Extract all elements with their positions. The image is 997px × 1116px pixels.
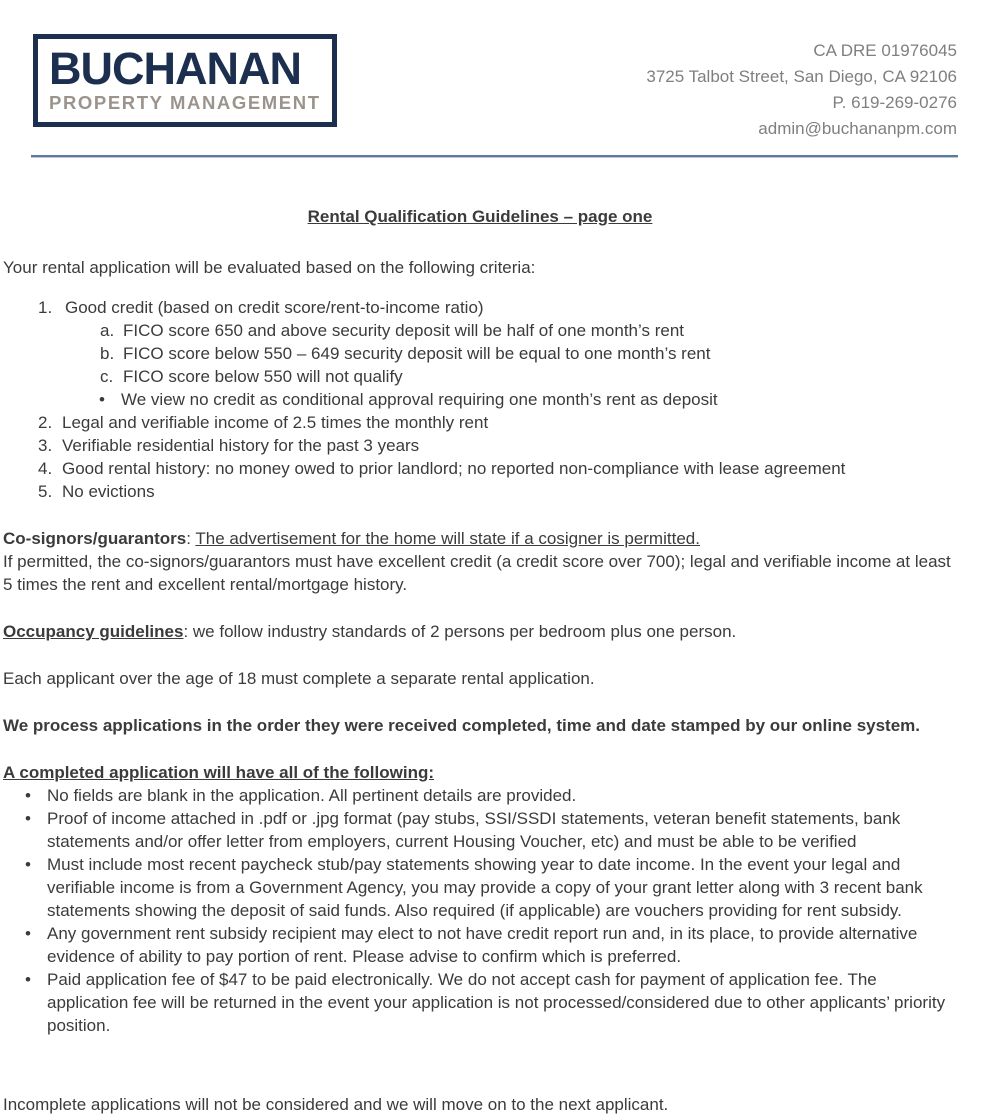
completed-application-heading: A completed application will have all of the following: bbox=[3, 763, 435, 782]
list-item-text: Any government rent subsidy recipient may elect to not have credit report run and, in its place, to provide alternative evidence of ability to pay portion of rent. Please advise to confirm which is preferred. bbox=[47, 924, 918, 966]
list-item-text: Proof of income attached in .pdf or .jpg format (pay stubs, SSI/SSDI statements, veteran benefit statements, bank statements and/or offer letter from employers, current Housing Voucher, etc) and must be able to be verified bbox=[47, 809, 901, 851]
cosigners-underlined-sentence: The advertisement for the home will state if a cosigner is permitted. bbox=[195, 529, 700, 548]
list-item-text: No fields are blank in the application. All pertinent details are provided. bbox=[47, 786, 577, 805]
bullet-marker: • bbox=[99, 390, 105, 409]
list-item-text: Paid application fee of $47 to be paid electronically. We do not accept cash for payment of application fee. The application fee will be returned in the event your application is not processed/considered due to other applicants’ priority position. bbox=[47, 970, 946, 1035]
bullet-marker: • bbox=[25, 924, 31, 943]
street-address: 3725 Talbot Street, San Diego, CA 92106 bbox=[646, 67, 957, 86]
bullet-marker: • bbox=[25, 809, 31, 828]
list-item-text: No evictions bbox=[62, 482, 155, 501]
list-marker: 3. bbox=[38, 436, 53, 455]
list-item-text: FICO score below 550 will not qualify bbox=[123, 367, 403, 386]
list-item-text: Good credit (based on credit score/rent-to-income ratio) bbox=[65, 298, 484, 317]
occupancy-label: Occupancy guidelines bbox=[3, 622, 184, 641]
list-marker: c. bbox=[100, 367, 114, 386]
page-title bbox=[3, 205, 957, 228]
list-marker: 1. bbox=[38, 298, 53, 317]
completed-bullet-5 bbox=[3, 968, 957, 1037]
cosigners-section bbox=[3, 527, 957, 596]
cosigners-label: Co-signors/guarantors bbox=[3, 529, 187, 548]
list-item-text: Verifiable residential history for the past 3 years bbox=[62, 436, 420, 455]
page-title-text: Rental Qualification Guidelines – page one bbox=[307, 207, 653, 226]
list-item-text: Legal and verifiable income of 2.5 times the monthly rent bbox=[62, 413, 489, 432]
list-marker: 2. bbox=[38, 413, 53, 432]
list-item-text: Must include most recent paycheck stub/pay statements showing year to date income. In the event your legal and verifiable income is from a Government Agency, you may provide a copy of your grant letter along with 3 recent bank statements showing the deposit of said funds. Also required (if applicable) are vouchers providing for rent subsidy. bbox=[47, 855, 923, 920]
header-divider bbox=[31, 155, 958, 158]
header bbox=[0, 0, 997, 142]
intro-paragraph: Your rental application will be evaluated based on the following criteria: bbox=[3, 258, 536, 277]
occupancy-text: : we follow industry standards of 2 persons per bedroom plus one person. bbox=[183, 622, 737, 641]
cosigners-separator: : bbox=[186, 529, 196, 548]
list-marker: 5. bbox=[38, 482, 53, 501]
document-body bbox=[0, 205, 997, 1116]
applicant-note: Each applicant over the age of 18 must complete a separate rental application. bbox=[3, 669, 595, 688]
completed-bullet-2 bbox=[3, 807, 957, 853]
list-item-criterion-1 bbox=[3, 296, 957, 319]
cosigners-heading-line bbox=[3, 527, 957, 550]
completed-bullet-3 bbox=[3, 853, 957, 922]
completed-application-section bbox=[3, 761, 957, 1037]
list-item-text: Good rental history: no money owed to prior landlord; no reported non-compliance with lease agreement bbox=[62, 459, 846, 478]
logo-subtitle: PROPERTY MANAGEMENT bbox=[49, 92, 321, 113]
bullet-marker: • bbox=[25, 970, 31, 989]
list-item-criterion-5 bbox=[3, 480, 957, 503]
bullet-marker: • bbox=[25, 786, 31, 805]
completed-bullet-1 bbox=[3, 784, 957, 807]
list-item-fico-a bbox=[3, 319, 957, 342]
cosigners-body: If permitted, the co-signors/guarantors must have excellent credit (a credit score over 700); legal and verifiable income at least 5 times the rent and excellent rental/mortgage history. bbox=[3, 552, 951, 594]
list-item-text: We view no credit as conditional approval requiring one month’s rent as deposit bbox=[121, 390, 718, 409]
list-item-criterion-4 bbox=[3, 457, 957, 480]
list-item-no-credit bbox=[3, 388, 957, 411]
email-address: admin@buchananpm.com bbox=[758, 119, 957, 138]
list-item-criterion-2 bbox=[3, 411, 957, 434]
contact-info bbox=[646, 34, 957, 142]
list-item-fico-b bbox=[3, 342, 957, 365]
completed-bullet-4 bbox=[3, 922, 957, 968]
list-item-text: FICO score 650 and above security deposit will be half of one month’s rent bbox=[123, 321, 684, 340]
processing-note: We process applications in the order they were received completed, time and date stamped by our online system. bbox=[3, 716, 921, 735]
list-marker: a. bbox=[100, 321, 115, 340]
list-item-fico-c bbox=[3, 365, 957, 388]
list-marker: 4. bbox=[38, 459, 53, 478]
list-item-text: FICO score below 550 – 649 security deposit will be equal to one month’s rent bbox=[123, 344, 711, 363]
occupancy-section bbox=[3, 620, 957, 643]
phone-number: P. 619-269-0276 bbox=[832, 93, 957, 112]
logo-wordmark: BUCHANAN bbox=[49, 43, 301, 94]
license-number: CA DRE 01976045 bbox=[813, 41, 957, 60]
list-marker: b. bbox=[100, 344, 115, 363]
incomplete-applications-note: Incomplete applications will not be considered and we will move on to the next applicant. bbox=[3, 1095, 669, 1114]
company-logo bbox=[33, 34, 337, 127]
bullet-marker: • bbox=[25, 855, 31, 874]
list-item-criterion-3 bbox=[3, 434, 957, 457]
